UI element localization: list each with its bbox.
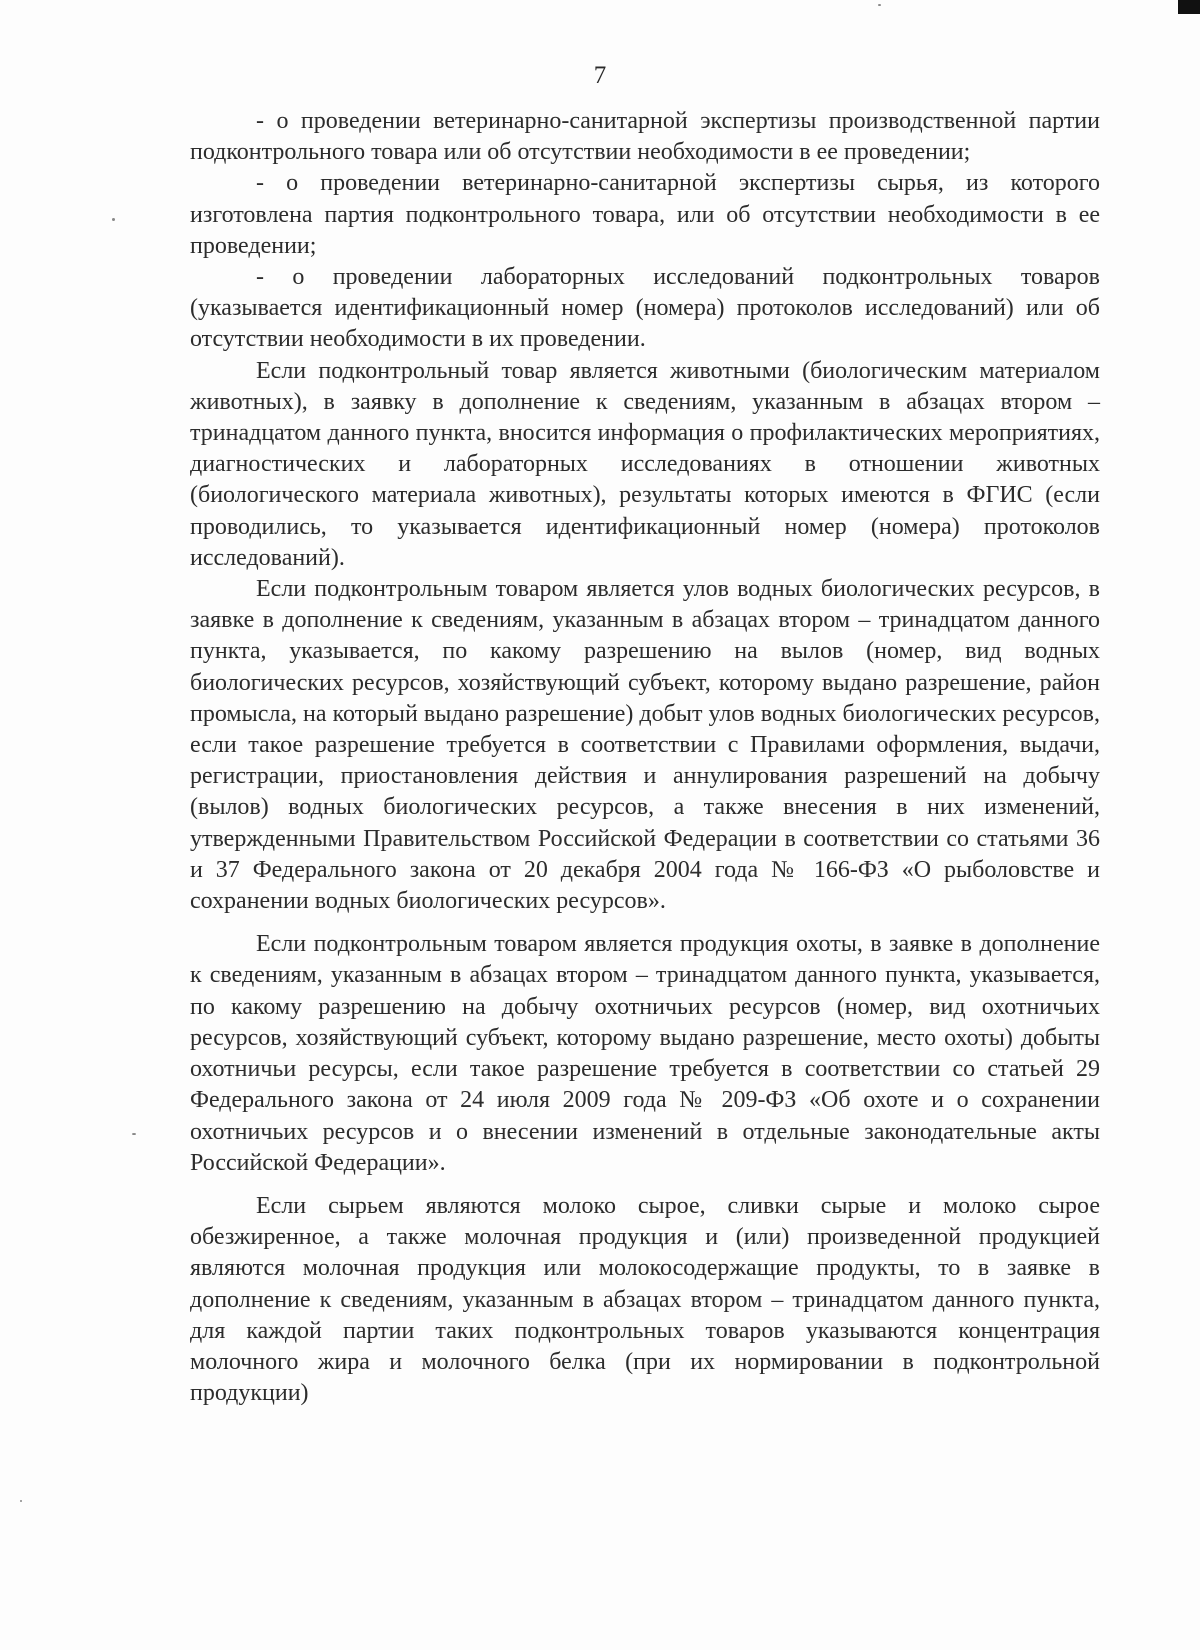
scan-speck xyxy=(132,1133,136,1135)
scan-speck xyxy=(112,218,115,221)
paragraph-animals: Если подконтрольный товар является животными (биологическим материалом животных), в заявку в дополнение к сведениям, указанным в абзацах втором – тринадцатом данного пункта, вносится информация о профилактических мероприятиях, диагностических и лабораторных исследованиях в отношении животных (биологического материала животных), результаты которых имеются в ФГИС (если проводились, то указывается идентификационный номер (номера) протоколов исследований). xyxy=(190,357,1100,571)
scan-speck xyxy=(20,1500,22,1502)
document-body xyxy=(190,106,1100,1409)
paragraph-aquatic-resources: Если подконтрольным товаром является улов водных биологических ресурсов, в заявке в дополнение к сведениям, указанным в абзацах втором – тринадцатом данного пункта, указывается, по какому разрешению на вылов (номер, вид водных биологических ресурсов, хозяйствующий субъект, которому выдано разрешение, район промысла, на который выдано разрешение) добыт улов водных биологических ресурсов, если такое разрешение требуется в соответствии с Правилами оформления, выдачи, регистрации, приостановления действия и аннулирования разрешений на добычу (вылов) водных биологических ресурсов, а также внесения в них изменений, утвержденными Правительством Российской Федерации в соответствии со статьями 36 и 37 Федерального закона от 20 декабря 2004 года № 166-ФЗ «О рыболовстве и сохранении водных биологических ресурсов». xyxy=(190,576,1100,915)
paragraph-vet-expertise-batch: - о проведении ветеринарно-санитарной экспертизы производственной партии подконтрольного товара или об отсутствии необходимости в ее проведении; xyxy=(190,108,1100,166)
paragraph-hunting-products: Если подконтрольным товаром является продукция охоты, в заявке в дополнение к сведениям, указанным в абзацах втором – тринадцатом данного пункта, указывается, по какому разрешению на добычу охотничьих ресурсов (номер, вид охотничьих ресурсов, хозяйствующий субъект, которому выдано разрешение, место охоты) добыты охотничьи ресурсы, если такое разрешение требуется в соответствии со статьей 29 Федерального закона от 24 июля 2009 года № 209-ФЗ «Об охоте и о сохранении охотничьих ресурсов и о внесении изменений в отдельные законодательные акты Российской Федерации». xyxy=(190,931,1100,1176)
scan-corner-mark xyxy=(1178,0,1200,14)
paragraph-vet-expertise-raw: - о проведении ветеринарно-санитарной экспертизы сырья, из которого изготовлена партия подконтрольного товара, или об отсутствии необходимости в ее проведении; xyxy=(190,170,1100,259)
paragraph-lab-research: - о проведении лабораторных исследований подконтрольных товаров (указывается идентификационный номер (номера) протоколов исследований) или об отсутствии необходимости в их проведении. xyxy=(190,264,1100,353)
page-number: 7 xyxy=(593,62,607,89)
paragraph-dairy-products: Если сырьем являются молоко сырое, сливки сырые и молоко сырое обезжиренное, а также молочная продукция и (или) произведенной продукцией являются молочная продукция или молокосодержащие продукты, то в заявке в дополнение к сведениям, указанным в абзацах втором – тринадцатом данного пункта, для каждой партии таких подконтрольных товаров указываются концентрация молочного жира и молочного белка (при их нормировании в подконтрольной продукции) xyxy=(190,1192,1100,1407)
scan-speck xyxy=(878,4,881,6)
